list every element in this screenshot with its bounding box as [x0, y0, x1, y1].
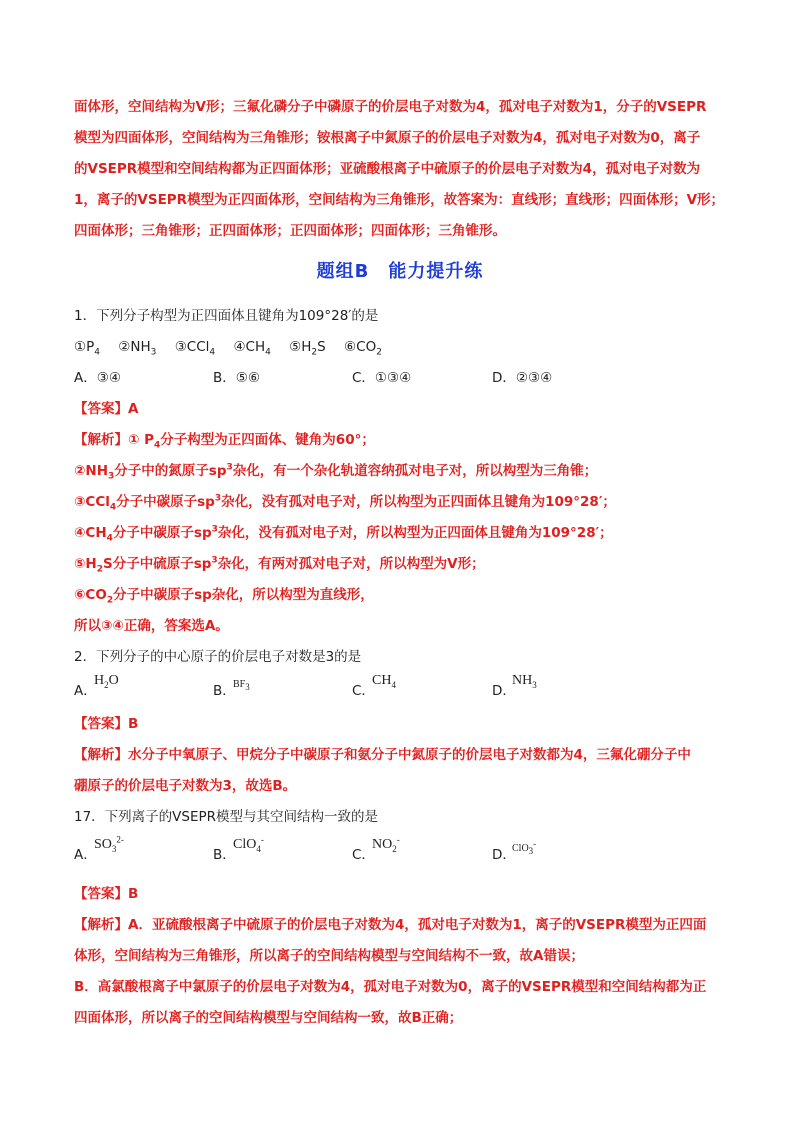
- q1-item-4: $④CH_4$: [233, 339, 271, 358]
- q1-analysis-7: 所以③④正确，答案选A。: [74, 618, 229, 634]
- q2-option-a: A． $H_2O$: [74, 673, 119, 699]
- q2-answer: 【答案】B: [74, 716, 139, 732]
- q3-option-b: B． ClO$_4$-: [213, 834, 264, 863]
- q2-option-d: D． $NH_3$: [492, 673, 537, 699]
- intro-line-2: 模型为四面体形，空间结构为三角锥形；铵根离子中氮原子的价层电子对数为4，孤对电子对数为0，离子: [74, 130, 701, 146]
- q3-analysis-4: 四面体形，所以离子的空间结构模型与空间结构一致，故B正确；: [74, 1010, 463, 1026]
- q1-item-6: $⑥CO_2$: [344, 339, 382, 358]
- q3-analysis-1: 【解析】A．亚硫酸根离子中硫原子的价层电子对数为4，孤对电子对数为1，离子的VSEPR模型为正四面: [74, 917, 707, 933]
- q1-analysis-1: 【解析】① $P_4$分子构型为正四面体、键角为60°；: [74, 432, 375, 451]
- section-title: 题组B 能力提升练: [316, 261, 484, 282]
- q1-analysis-4: $④CH_4$分子中碳原子$sp^3$杂化，没有孤对电子对，所以构型为正四面体且键角为109°28′；: [74, 524, 613, 544]
- q1-stem: 1．下列分子构型为正四面体且键角为109°28′的是: [74, 308, 379, 324]
- q1-analysis-5: $⑤H_2S$分子中硫原子$sp^3$杂化，有两对孤对电子对，所以构型为V形；: [74, 555, 485, 575]
- q3-stem: 17．下列离子的VSEPR模型与其空间结构一致的是: [74, 809, 379, 825]
- q1-item-5: $⑤H_2S$: [289, 339, 326, 358]
- q1-option-c: C．①③④: [352, 370, 412, 386]
- q3-analysis-3: B．高氯酸根离子中氯原子的价层电子对数为4，孤对电子对数为0，离子的VSEPR模型和空间结构都为正: [74, 979, 707, 995]
- intro-line-4: 1，离子的VSEPR模型为正四面体形，空间结构为三角锥形，故答案为：直线形；直线形；四面体形；V形；: [74, 192, 725, 208]
- q1-option-a: A．③④: [74, 370, 121, 386]
- q1-item-1: $①P_4$: [74, 339, 100, 358]
- q1-item-3: ③CCl$_4$: [174, 339, 216, 358]
- q3-option-c: C． $NO_2^-$: [352, 834, 400, 863]
- q1-option-d: D．②③④: [492, 370, 553, 386]
- q2-option-c: C． $CH_4$: [352, 673, 396, 699]
- q2-analysis-2: 硼原子的价层电子对数为3，故选B。: [74, 778, 297, 794]
- intro-line-5: 四面体形；三角锥形；正四面体形；正四面体形；四面体形；三角锥形。: [74, 223, 506, 239]
- q3-option-a: A． $SO_3^{2-}$: [74, 834, 124, 863]
- q3-option-d: D． ClO$_3$-: [492, 838, 537, 863]
- q1-item-2: $②NH_3$: [118, 339, 157, 358]
- intro-line-3: 的VSEPR模型和空间结构都为正四面体形；亚硫酸根离子中硫原子的价层电子对数为4，孤对电子对数为: [74, 161, 701, 177]
- q1-analysis-2: $②NH_3$分子中的氮原子$sp^3$杂化，有一个杂化轨道容纳孤对电子对，所以构型为三角锥；: [74, 462, 598, 482]
- q1-analysis-6: $⑥CO_2$分子中碳原子sp杂化，所以构型为直线形，: [74, 587, 374, 606]
- q3-answer: 【答案】B: [74, 886, 139, 902]
- q1-answer: 【答案】A: [74, 401, 139, 417]
- q2-analysis-1: 【解析】水分子中氧原子、甲烷分子中碳原子和氨分子中氮原子的价层电子对数都为4，三氟化硼分子中: [74, 747, 691, 763]
- q1-analysis-3: ③CCl$_4$分子中碳原子$sp^3$杂化，没有孤对电子对，所以构型为正四面体且键角为109°28′；: [74, 493, 616, 513]
- intro-line-1: 面体形，空间结构为V形；三氟化磷分子中磷原子的价层电子对数为4，孤对电子对数为1，分子的VSEPR: [74, 99, 707, 115]
- q1-option-b: B．⑤⑥: [213, 370, 260, 386]
- q1-items: [74, 337, 730, 357]
- q2-option-b: B． $BF_3$: [213, 679, 250, 699]
- q2-stem: 2．下列分子的中心原子的价层电子对数是3的是: [74, 649, 362, 665]
- q3-analysis-2: 体形，空间结构为三角锥形，所以离子的空间结构模型与空间结构不一致，故A错误；: [74, 948, 584, 964]
